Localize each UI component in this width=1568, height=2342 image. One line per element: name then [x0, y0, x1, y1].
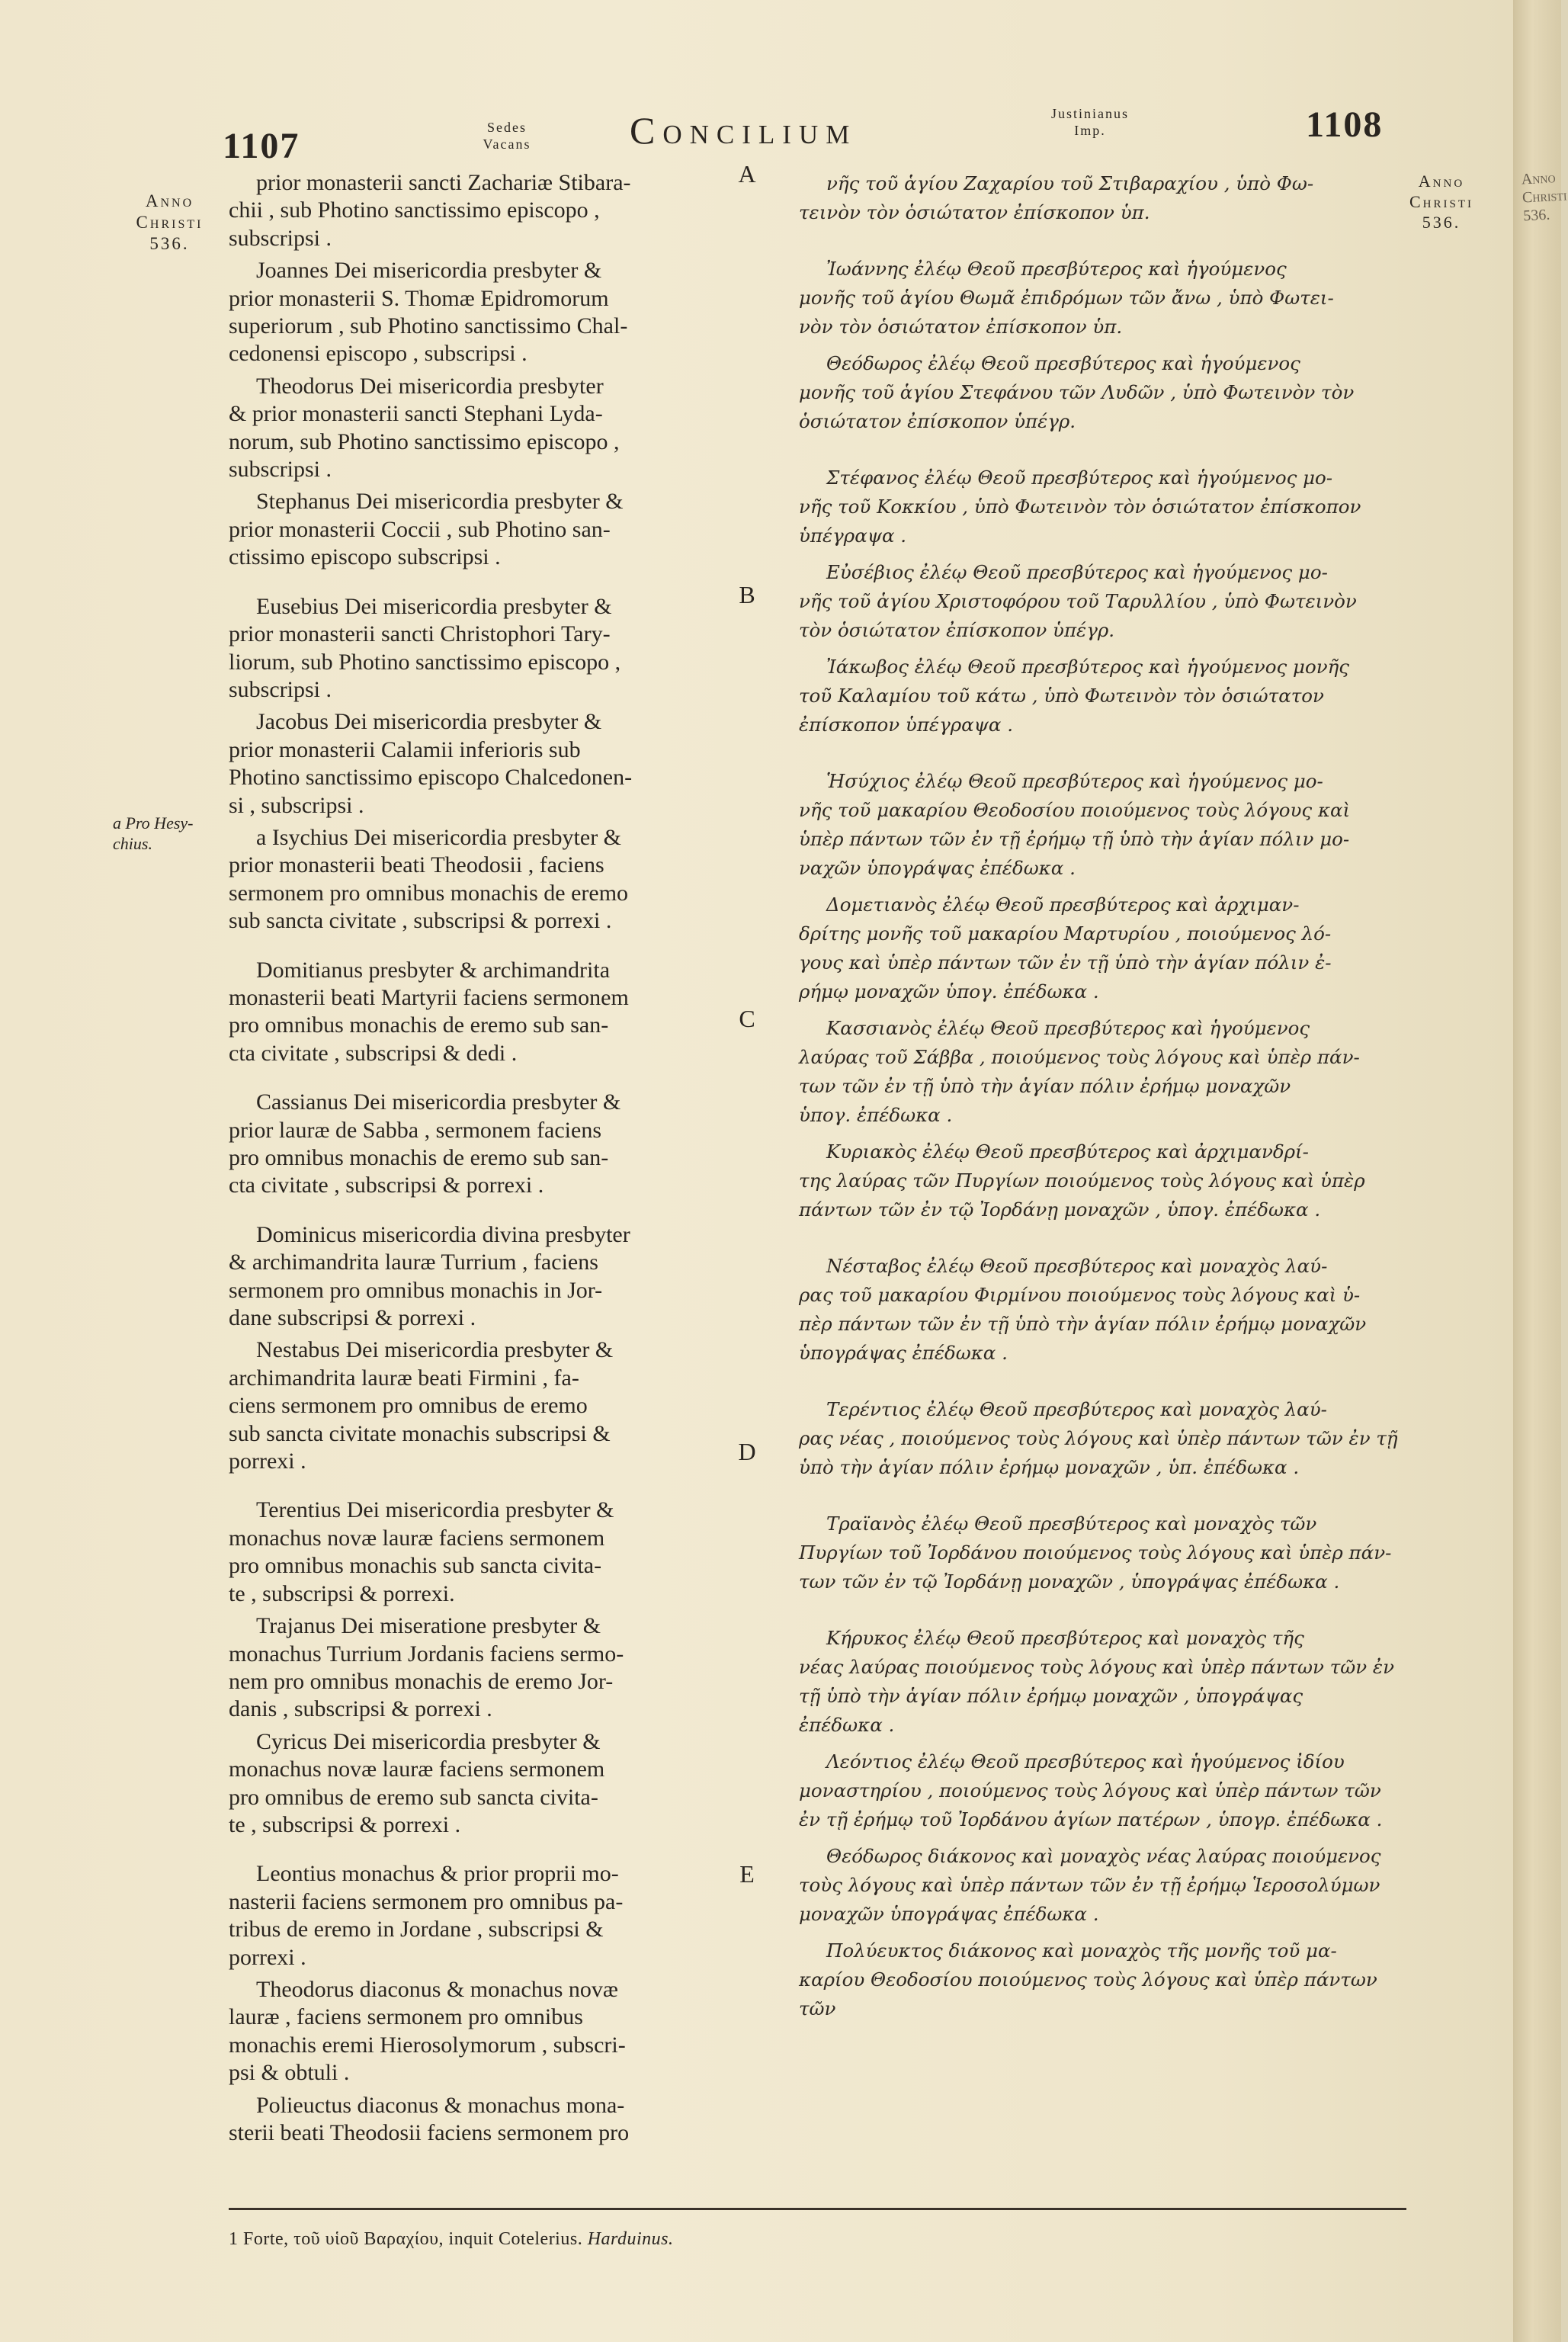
latin-line: porrexi . [229, 1944, 306, 1970]
page-header [0, 98, 1513, 166]
greek-line: ρήμῳ μοναχῶν ὑπογ. ἐπέδωκα . [799, 980, 1099, 1003]
left-page-number: 1107 [223, 126, 300, 166]
latin-line: prior monasterii S. Thomæ Epidromorum [229, 285, 609, 311]
running-head-line: Justinianus [1050, 106, 1129, 121]
greek-line: Θεόδωρος διάκονος καὶ μοναχὸς νέας λαύρας ποιούμενος [826, 1845, 1381, 1867]
latin-paragraph [229, 1976, 739, 2087]
greek-line: λαύρας τοῦ Σάββα , ποιούμενος τοὺς λόγους καὶ ὑπὲρ πάν- [799, 1046, 1360, 1068]
latin-paragraph [229, 824, 739, 935]
greek-paragraph [799, 1936, 1401, 2023]
latin-line: & prior monasterii sancti Stephani Lyda- [229, 401, 603, 427]
greek-line: Ἰωάννης ἐλέῳ Θεοῦ πρεσβύτερος καὶ ἡγούμενος [826, 258, 1287, 280]
greek-paragraph [799, 349, 1401, 436]
greek-paragraph [799, 1395, 1401, 1482]
greek-paragraph [799, 1624, 1401, 1740]
latin-line: norum, sub Photino sanctissimo episcopo , [229, 428, 620, 454]
greek-paragraph [799, 169, 1401, 227]
latin-paragraph [229, 957, 739, 1068]
latin-line: pro omnibus de eremo sub sancta civita- [229, 1784, 598, 1810]
greek-line: Δομετιανὸς ἐλέῳ Θεοῦ πρεσβύτερος καὶ ἀρχιμαν- [826, 893, 1300, 916]
latin-paragraph [229, 488, 739, 571]
latin-line: Leontius monachus & prior proprii mo- [256, 1861, 619, 1887]
greek-line: νὸν τὸν ὁσιώτατον ἐπίσκοπον ὑπ. [799, 316, 1123, 338]
latin-line: prior monasterii Calamii inferioris sub [229, 736, 581, 762]
greek-line: Τραϊανὸς ἐλέῳ Θεοῦ πρεσβύτερος καὶ μοναχὸς τῶν [826, 1513, 1317, 1535]
latin-line: Eusebius Dei misericordia presbyter & [256, 593, 612, 619]
latin-line: ciens sermonem pro omnibus de eremo [229, 1393, 588, 1419]
latin-line: te , subscripsi & porrexi . [229, 1811, 461, 1837]
greek-line: γους καὶ ὑπὲρ πάντων τῶν ἐν τῇ ὑπὸ τὴν ἁγίαν πόλιν ἐ- [799, 951, 1332, 974]
greek-line: καρίου Θεοδοσίου ποιούμενος τοὺς λόγους καὶ ὑπὲρ πάντων [799, 1968, 1377, 1991]
greek-line: μονῆς τοῦ ἁγίου Θωμᾶ ἐπιδρόμων τῶν ἄνω , ὑπὸ Φωτει- [799, 287, 1334, 309]
greek-paragraph [799, 1842, 1401, 1929]
greek-paragraph [799, 1747, 1401, 1834]
margin-line: Christi [1409, 192, 1473, 211]
greek-line: μονῆς τοῦ ἁγίου Στεφάνου τῶν Λυδῶν , ὑπὸ Φωτεινὸν τὸν [799, 381, 1355, 403]
footnote-author: Harduinus. [587, 2229, 674, 2249]
latin-line: monachus Turrium Jordanis faciens sermo- [229, 1641, 624, 1667]
greek-line: μοναχῶν ὑπογράψας ἐπέδωκα . [799, 1903, 1099, 1925]
margin-line: 536. [1422, 213, 1461, 232]
greek-line: ὑπογ. ἐπέδωκα . [799, 1104, 953, 1126]
latin-line: prior monasterii sancti Christophori Tary- [229, 621, 611, 647]
greek-line: Πολύευκτος διάκονος καὶ μοναχὸς τῆς μονῆς τοῦ μα- [826, 1939, 1337, 1962]
facing-page-edge [1513, 0, 1567, 2342]
running-head-line: Vacans [483, 136, 531, 152]
latin-paragraph [229, 373, 739, 484]
side-note [113, 813, 220, 854]
latin-line: Domitianus presbyter & archimandrita [256, 957, 611, 983]
section-letter: D [738, 1438, 756, 1465]
greek-line: ἐπέδωκα . [799, 1714, 895, 1736]
latin-line: nasterii faciens sermonem pro omnibus pa- [229, 1888, 624, 1914]
latin-line: si , subscripsi . [229, 792, 364, 818]
greek-line: των τῶν ἐν τῇ ὑπὸ τὴν ἁγίαν πόλιν ἐρήμῳ μοναχῶν [799, 1075, 1291, 1097]
latin-line: Cassianus Dei misericordia presbyter & [256, 1089, 621, 1115]
greek-line: των τῶν ἐν τῷ Ἰορδάνῃ μοναχῶν , ὑπογράψας ἐπέδωκα . [799, 1570, 1340, 1593]
latin-line: cta civitate , subscripsi & porrexi . [229, 1173, 544, 1198]
margin-line: Anno [1418, 172, 1465, 191]
latin-line: subscripsi . [229, 676, 332, 702]
latin-line: Theodorus Dei misericordia presbyter [256, 373, 604, 399]
latin-line: sub sancta civitate , subscripsi & porrexi . [229, 908, 612, 934]
page-title: Concilium [630, 109, 858, 152]
latin-paragraph [229, 1728, 739, 1840]
latin-paragraph [229, 1221, 739, 1333]
greek-line: Νέσταβος ἐλέῳ Θεοῦ πρεσβύτερος καὶ μοναχὸς λαύ- [826, 1255, 1328, 1277]
greek-line: της λαύρας τῶν Πυργίων ποιούμενος τοὺς λόγους καὶ ὑπὲρ [799, 1169, 1365, 1192]
latin-paragraph [229, 1612, 739, 1724]
greek-line: Τερέντιος ἐλέῳ Θεοῦ πρεσβύτερος καὶ μοναχὸς λαύ- [826, 1398, 1327, 1420]
greek-line: τοὺς λόγους καὶ ὑπὲρ πάντων τῶν ἐν τῇ ἐρήμῳ Ἱεροσολύμων [799, 1874, 1380, 1896]
latin-line: Joannes Dei misericordia presbyter & [256, 258, 602, 284]
running-head-line: Sedes [487, 120, 527, 135]
greek-line: νέας λαύρας ποιούμενος τοὺς λόγους καὶ ὑπὲρ πάντων τῶν ἐν [799, 1656, 1394, 1678]
greek-line: Κυριακὸς ἐλέῳ Θεοῦ πρεσβύτερος καὶ ἀρχιμανδρί- [826, 1141, 1309, 1163]
latin-line: Stephanus Dei misericordia presbyter & [256, 489, 624, 515]
greek-line: ὁσιώτατον ἐπίσκοπον ὑπέγρ. [799, 410, 1076, 432]
greek-line: νῆς τοῦ ἁγίου Χριστοφόρου τοῦ Ταρυλλίου , ὑπὸ Φωτεινὸν [799, 590, 1357, 612]
latin-line: pro omnibus monachis de eremo sub san- [229, 1145, 609, 1170]
greek-line: ρας νέας , ποιούμενος τοὺς λόγους καὶ ὑπὲρ πάντων τῶν ἐν τῇ [799, 1427, 1398, 1449]
greek-line: ὑπογράψας ἐπέδωκα . [799, 1342, 1008, 1364]
greek-line: Ἡσύχιος ἐλέῳ Θεοῦ πρεσβύτερος καὶ ἡγούμενος μο- [826, 770, 1323, 792]
greek-line: Πυργίων τοῦ Ἰορδάνου ποιούμενος τοὺς λόγους καὶ ὑπὲρ πάν- [799, 1542, 1392, 1564]
facing-page-margin-note [1521, 168, 1566, 226]
right-running-head [1021, 105, 1159, 139]
greek-line: Λεόντιος ἐλέῳ Θεοῦ πρεσβύτερος καὶ ἡγούμενος ἰδίου [826, 1750, 1345, 1773]
latin-line: monachus novæ lauræ faciens sermonem [229, 1756, 605, 1782]
section-letter: E [739, 1860, 755, 1888]
latin-line: cedonensi episcopo , subscripsi . [229, 341, 527, 367]
greek-line: ρας τοῦ μακαρίου Φιρμίνου ποιούμενος τοὺς λόγους καὶ ὑ- [799, 1284, 1361, 1306]
greek-paragraph [799, 1137, 1401, 1224]
latin-line: monachus novæ lauræ faciens sermonem [229, 1525, 605, 1551]
greek-column [799, 169, 1401, 2031]
greek-line: πὲρ πάντων τῶν ἐν τῇ ὑπὸ τὴν ἁγίαν πόλιν ἐρήμῳ μοναχῶν [799, 1313, 1367, 1335]
greek-line: τεινὸν τὸν ὁσιώτατον ἐπίσκοπον ὑπ. [799, 201, 1150, 223]
greek-line: Θεόδωρος ἐλέῳ Θεοῦ πρεσβύτερος καὶ ἡγούμενος [826, 352, 1300, 374]
section-letter: A [738, 160, 756, 188]
greek-line: νῆς τοῦ Κοκκίου , ὑπὸ Φωτεινὸν τὸν ὁσιώτατον ἐπίσκοπον [799, 496, 1361, 518]
greek-line: ὑπὸ τὴν ἁγίαν πόλιν ἐρήμῳ μοναχῶν , ὑπ. ἐπέδωκα . [799, 1456, 1300, 1478]
greek-line: ὑπὲρ πάντων τῶν ἐν τῇ ἐρήμῳ τῇ ὑπὸ τὴν ἁγίαν πόλιν μο- [799, 828, 1350, 850]
latin-line: Terentius Dei misericordia presbyter & [256, 1497, 614, 1523]
latin-line: Trajanus Dei miseratione presbyter & [256, 1613, 601, 1639]
side-note-line: a Pro Hesy- [113, 813, 194, 833]
latin-line: subscripsi . [229, 225, 332, 251]
latin-line: ctissimo episcopo subscripsi . [229, 544, 501, 570]
latin-line: pro omnibus monachis de eremo sub san- [229, 1012, 609, 1038]
footnote-rule [229, 2208, 1406, 2210]
latin-paragraph [229, 2092, 739, 2148]
latin-line: pro omnibus monachis sub sancta civita- [229, 1553, 602, 1579]
latin-line: sterii beati Theodosii faciens sermonem pro [229, 2120, 630, 2145]
latin-line: chii , sub Photino sanctissimo episcopo , [229, 197, 600, 223]
latin-line: & archimandrita lauræ Turrium , faciens [229, 1250, 598, 1275]
latin-line: sermonem pro omnibus monachis de eremo [229, 880, 629, 906]
footnote-text: 1 Forte, τοῦ υἱοῦ Βαραχίου, inquit Cotelerius. [229, 2229, 583, 2249]
latin-paragraph [229, 1860, 739, 1971]
greek-line: τῇ ὑπὸ τὴν ἁγίαν πόλιν ἐρήμῳ μοναχῶν , ὑπογράψας [799, 1685, 1303, 1707]
latin-line: danis , subscripsi & porrexi . [229, 1696, 492, 1722]
latin-line: Photino sanctissimo episcopo Chalcedonen- [229, 765, 633, 791]
greek-paragraph [799, 255, 1401, 342]
latin-paragraph [229, 708, 739, 820]
margin-year-left [122, 191, 217, 255]
latin-line: subscripsi . [229, 457, 332, 483]
greek-paragraph [799, 890, 1401, 1006]
greek-line: Κασσιανὸς ἐλέῳ Θεοῦ πρεσβύτερος καὶ ἡγούμενος [826, 1017, 1310, 1039]
latin-paragraph [229, 1089, 739, 1200]
greek-paragraph [799, 1252, 1401, 1368]
margin-line: 536. [1522, 206, 1550, 225]
latin-line: nem pro omnibus monachis de eremo Jor- [229, 1668, 614, 1694]
margin-line: 536. [149, 234, 190, 253]
greek-paragraph [799, 1509, 1401, 1596]
latin-line: archimandrita lauræ beati Firmini , fa- [229, 1365, 579, 1391]
latin-line: Polieuctus diaconus & monachus mona- [256, 2092, 625, 2118]
greek-line: Κήρυκος ἐλέῳ Θεοῦ πρεσβύτερος καὶ μοναχὸς τῆς [826, 1627, 1304, 1649]
latin-line: Nestabus Dei misericordia presbyter & [256, 1337, 614, 1363]
greek-paragraph [799, 464, 1401, 550]
greek-line: μοναστηρίου , ποιούμενος τοὺς λόγους καὶ ὑπὲρ πάντων τῶν [799, 1779, 1381, 1801]
section-letter: B [739, 581, 755, 608]
margin-line: Christi [1522, 187, 1567, 207]
section-letter: C [739, 1005, 755, 1032]
greek-line: ἐπίσκοπον ὑπέγραψα . [799, 714, 1013, 736]
greek-line: τὸν ὁσιώτατον ἐπίσκοπον ὑπέγρ. [799, 619, 1115, 641]
margin-line: Anno [1521, 169, 1557, 188]
latin-line: superiorum , sub Photino sanctissimo Chal- [229, 313, 628, 339]
latin-line: Theodorus diaconus & monachus novæ [256, 1976, 618, 2002]
greek-paragraph [799, 558, 1401, 645]
latin-line: cta civitate , subscripsi & dedi . [229, 1040, 518, 1066]
latin-line: liorum, sub Photino sanctissimo episcopo , [229, 649, 621, 675]
latin-line: porrexi . [229, 1449, 306, 1474]
latin-line: sermonem pro omnibus monachis in Jor- [229, 1277, 603, 1303]
greek-line: πάντων τῶν ἐν τῷ Ἰορδάνῃ μοναχῶν , ὑπογ. ἐπέδωκα . [799, 1198, 1321, 1221]
latin-line: dane subscripsi & porrexi . [229, 1305, 476, 1331]
latin-paragraph [229, 1336, 739, 1475]
greek-line: ὑπέγραψα . [799, 525, 907, 547]
latin-column [229, 169, 739, 2151]
greek-line: τῶν [799, 1997, 836, 2020]
greek-line: ναχῶν ὑπογράψας ἐπέδωκα . [799, 857, 1076, 879]
margin-line: Anno [145, 191, 194, 210]
greek-line: νῆς τοῦ μακαρίου Θεοδοσίου ποιούμενος τοὺς λόγους καὶ [799, 799, 1351, 821]
latin-paragraph [229, 169, 739, 252]
greek-paragraph [799, 653, 1401, 739]
greek-line: τοῦ Καλαμίου τοῦ κάτω , ὑπὸ Φωτεινὸν τὸν ὁσιώτατον [799, 685, 1324, 707]
latin-line: Jacobus Dei misericordia presbyter & [256, 709, 602, 735]
greek-line: ἐν τῇ ἐρήμῳ τοῦ Ἰορδάνου ἁγίων πατέρων , ὑπογρ. ἐπέδωκα . [799, 1808, 1383, 1830]
latin-line: prior monasterii Coccii , sub Photino san- [229, 516, 611, 542]
greek-line: Στέφανος ἐλέῳ Θεοῦ πρεσβύτερος καὶ ἡγούμενος μο- [826, 467, 1333, 489]
latin-line: psi & obtuli . [229, 2060, 350, 2086]
latin-line: Dominicus misericordia divina presbyter [256, 1221, 630, 1247]
latin-line: a Isychius Dei misericordia presbyter & [256, 824, 622, 850]
latin-line: te , subscripsi & porrexi. [229, 1580, 455, 1606]
latin-line: prior lauræ de Sabba , sermonem faciens [229, 1117, 602, 1143]
latin-line: prior monasterii beati Theodosii , faciens [229, 852, 604, 878]
latin-line: sub sancta civitate monachis subscripsi & [229, 1420, 611, 1446]
greek-paragraph [799, 1014, 1401, 1130]
latin-paragraph [229, 257, 739, 368]
latin-line: prior monasterii sancti Zachariæ Stibara- [256, 170, 631, 195]
latin-paragraph [229, 593, 739, 704]
latin-line: monachis eremi Hierosolymorum , subscri- [229, 2032, 626, 2058]
greek-line: νῆς τοῦ ἁγίου Ζαχαρίου τοῦ Στιβαραχίου , ὑπὸ Φω- [826, 172, 1314, 194]
margin-line: Christi [136, 213, 204, 232]
right-page-number: 1108 [1306, 104, 1384, 145]
latin-line: tribus de eremo in Jordane , subscripsi & [229, 1917, 604, 1943]
footnote [229, 2229, 673, 2250]
latin-line: lauræ , faciens sermonem pro omnibus [229, 2004, 583, 2030]
greek-line: Ἰάκωβος ἐλέῳ Θεοῦ πρεσβύτερος καὶ ἡγούμενος μονῆς [826, 656, 1349, 678]
greek-line: δρίτης μονῆς τοῦ μακαρίου Μαρτυρίου , ποιούμενος λό- [799, 922, 1332, 945]
greek-paragraph [799, 767, 1401, 883]
greek-line: Εὐσέβιος ἐλέῳ Θεοῦ πρεσβύτερος καὶ ἡγούμενος μο- [826, 561, 1328, 583]
latin-paragraph [229, 1497, 739, 1608]
margin-year-right [1400, 171, 1483, 233]
latin-line: Cyricus Dei misericordia presbyter & [256, 1728, 601, 1754]
left-running-head [457, 119, 556, 152]
side-note-line: chius. [113, 834, 152, 853]
latin-line: monasterii beati Martyrii faciens sermonem [229, 984, 629, 1010]
running-head-line: Imp. [1074, 123, 1106, 138]
